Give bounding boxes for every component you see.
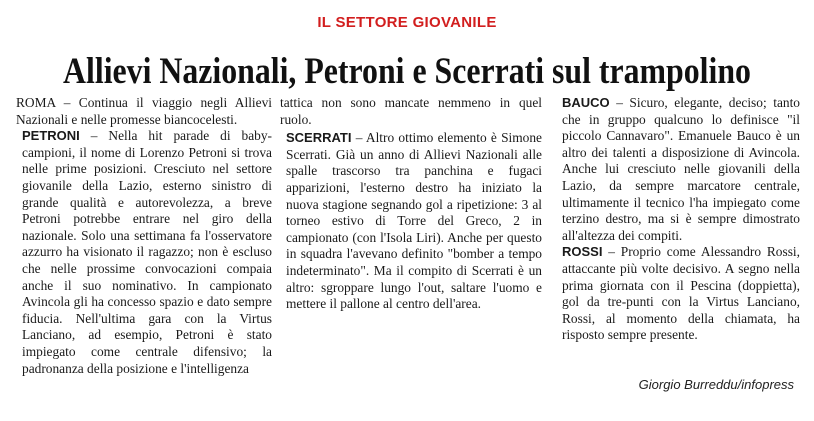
subhead-scerrati: SCERRATI (286, 130, 352, 146)
paragraph-rossi (556, 244, 800, 344)
paragraph-petroni-continued: tattica non sono mancate nemmeno in quel ruolo. (280, 95, 542, 127)
subhead-bauco: BAUCO (562, 95, 610, 110)
paragraph-scerrati (280, 130, 542, 313)
paragraph-bauco (556, 95, 800, 244)
section-kicker: IL SETTORE GIOVANILE (317, 14, 497, 31)
article-column-1 (16, 95, 272, 377)
paragraph-petroni-text: – Nella hit parade di baby-campioni, il nome di Lorenzo Petroni si trova nelle prime posizioni. Cresciuto nel settore giovanile della Lazio, esterno sinistro di grande qualità e autorevolezza, a breve Petroni potrebbe entrare nel giro della nazionale. Solo una settimana fa l'osservatore azzurro ha visionato il ragazzo; non è escluso che nelle prossime convocazioni compaia anche il suo nominativo. In campionato Avincola gli ha concesso spazio e dato sempre fiducia. Nell'ultima gara con la Virtus Lanciano, ad esempio, Petroni è stato impiegato come centrale difensivo; la padronanza della posizione e l'intelligenza (22, 128, 272, 376)
article-intro: ROMA – Continua il viaggio negli Allievi Nazionali e nelle promesse biancocelesti. (16, 95, 272, 127)
article-column-2 (280, 95, 542, 313)
article-byline: Giorgio Burreddu/infopress (638, 377, 794, 392)
subhead-rossi: ROSSI (562, 244, 603, 260)
paragraph-bauco-text: – Sicuro, elegante, deciso; tanto che in gruppo qualcuno lo definisce "il piccolo Cannavaro". Emanuele Bauco è un altro dei talenti a disposizione di Avincola. Anche lui cresciuto nelle giovanili della Lazio, da sempre marcatore centrale, ultimamente il tecnico l'ha impiegato come terzino destro, ma si è sempre dimostrato all'altezza dei compiti. (562, 95, 800, 243)
subhead-petroni: PETRONI (22, 128, 80, 144)
paragraph-rossi-text: – Proprio come Alessandro Rossi, attaccante più volte decisivo. A segno nella prima giornata con il Pescina (doppietta), gol da tre-punti con la Virtus Lanciano, Rossi, al momento della chiamata, ha risposto sempre presente. (562, 244, 800, 343)
paragraph-petroni (16, 128, 272, 377)
paragraph-scerrati-text: – Altro ottimo elemento è Simone Scerrati. Già un anno di Allievi Nazionali alle spalle trascorso tra panchina e fugaci apparizioni, l'esterno destro ha iniziato la nuova stagione segnando gol a ripetizione: 3 al torneo estivo di Torre del Greco, 2 in campionato (con l'Isola Liri). Anche per questo in squadra l'avevano definito "bomber a tempo indeterminato". Ma il compito di Scerrati è un altro: sgroppare lungo l'out, saltare l'uomo e mettere il pallone al centro dell'area. (286, 130, 542, 312)
article-column-3 (556, 95, 800, 344)
article-headline: Allievi Nazionali, Petroni e Scerrati sul trampolino (63, 51, 751, 92)
